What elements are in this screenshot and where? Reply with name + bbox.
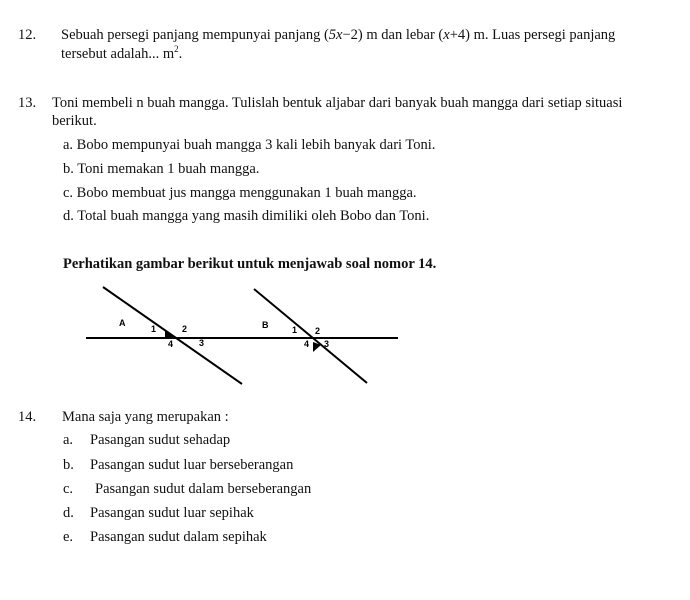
- q14-option-e-text: Pasangan sudut dalam sepihak: [90, 529, 267, 545]
- q13-line1: Toni membeli n buah mangga. Tulislah bentuk aljabar dari banyak buah mangga dari setiap situasi: [52, 95, 623, 111]
- left-label-angle-2: 2: [182, 324, 188, 334]
- right-label-point: B: [262, 320, 269, 330]
- q12-number: 12.: [18, 27, 37, 43]
- q14-option-a-text: Pasangan sudut sehadap: [90, 432, 231, 448]
- left-label-angle-4: 4: [168, 339, 174, 349]
- q13-item-b: b. Toni memakan 1 buah mangga.: [63, 161, 260, 177]
- right-label-angle-4: 4: [304, 339, 310, 349]
- q14-question: Mana saja yang merupakan :: [62, 409, 229, 425]
- right-label-angle-3: 3: [324, 339, 330, 349]
- q13-line2: berikut.: [52, 113, 97, 129]
- q13-item-c: c. Bobo membuat jus mangga menggunakan 1 buah mangga.: [63, 185, 417, 201]
- left-label-angle-1: 1: [151, 324, 157, 334]
- q14-option-a-letter: a.: [63, 432, 74, 448]
- q14-option-b-text: Pasangan sudut luar berseberangan: [90, 457, 294, 473]
- q14-option-d-text: Pasangan sudut luar sepihak: [90, 505, 254, 521]
- left-label-angle-3: 3: [199, 338, 205, 348]
- q12-line1: Sebuah persegi panjang mempunyai panjang (5x−2) m dan lebar (x+4) m. Luas persegi panjang: [61, 27, 616, 43]
- left-label-point: A: [119, 318, 126, 328]
- q14-option-c-text: Pasangan sudut dalam berseberangan: [95, 481, 312, 497]
- q14-option-d-letter: d.: [63, 505, 74, 521]
- right-transversal-line: [254, 289, 367, 383]
- q14-option-c-letter: c.: [63, 481, 74, 497]
- q13-item-a: a. Bobo mempunyai buah mangga 3 kali lebih banyak dari Toni.: [63, 137, 436, 153]
- q14-number: 14.: [18, 409, 37, 425]
- q12-line2: tersebut adalah... $m^2$.: [61, 44, 183, 62]
- q14-option-b-letter: b.: [63, 457, 74, 473]
- right-label-angle-2: 2: [315, 326, 321, 336]
- q13-number: 13.: [18, 95, 37, 111]
- figure-instruction: Perhatikan gambar berikut untuk menjawab soal nomor 14.: [63, 256, 437, 272]
- q13-item-d: d. Total buah mangga yang masih dimiliki oleh Bobo dan Toni.: [63, 208, 430, 224]
- right-label-angle-1: 1: [292, 325, 298, 335]
- q14-option-e-letter: e.: [63, 529, 74, 545]
